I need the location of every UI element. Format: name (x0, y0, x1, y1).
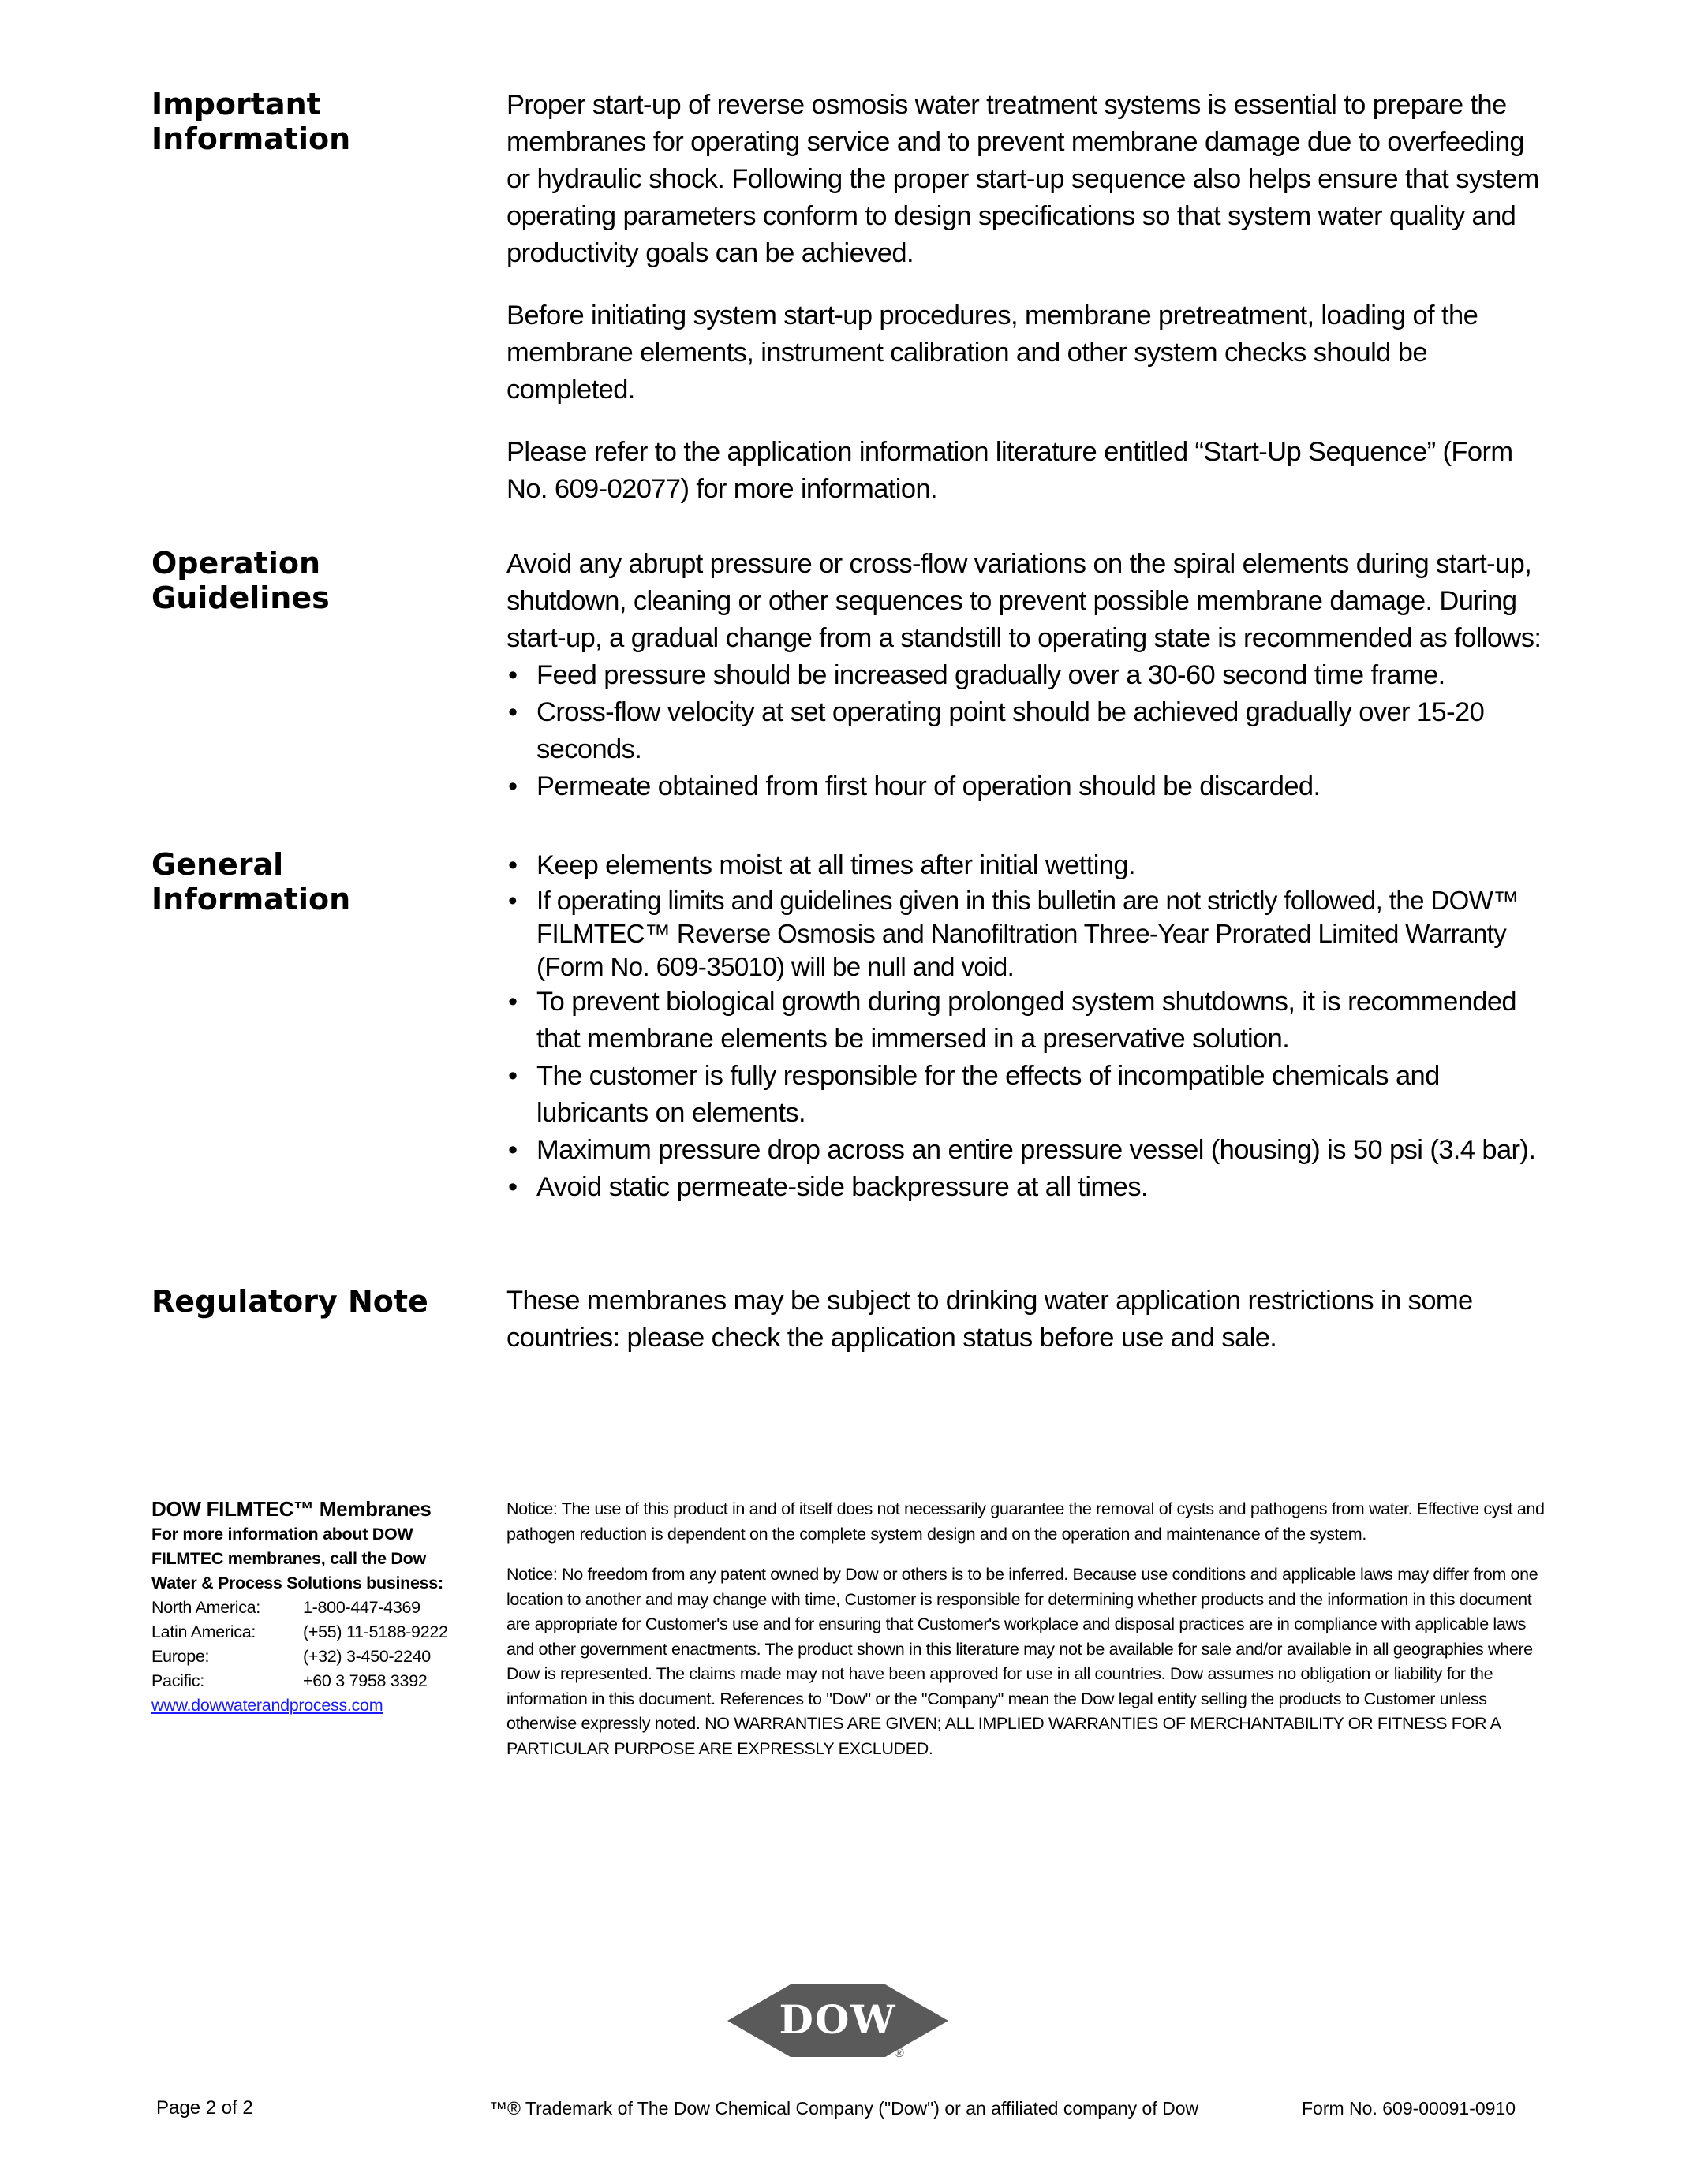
section-body (506, 847, 1548, 1206)
list-item: • Feed pressure should be increased gradually over a 30-60 second time frame. (506, 657, 1548, 694)
list-item: • If operating limits and guidelines given in this bulletin are not strictly followed, the DOW™ FILMTEC™ Reverse Osmosis and Nanofiltration Three-Year Prorated Limited Warranty (Form No. 609-35010) will be null and void. (506, 884, 1548, 984)
notice-paragraph: Notice: The use of this product in and of itself does not necessarily guarantee the removal of cysts and pathogens from water. Effective cyst and pathogen reduction is dependent on the complete system design and on the operation and maintenance of the system. (506, 1499, 1545, 1544)
contact-intro-line: Water & Process Solutions business: (151, 1574, 443, 1592)
section-body (506, 1282, 1548, 1357)
list-item: • Keep elements moist at all times after initial wetting. (506, 847, 1548, 884)
intro-paragraph: Avoid any abrupt pressure or cross-flow variations on the spiral elements during start-up, shutdown, cleaning or other sequences to prevent possible membrane damage. During start-up, a gradual change from a standstill to operating state is recommended as follows: (506, 549, 1542, 653)
heading-line: Operation (151, 546, 321, 581)
bullet-list (506, 847, 1548, 1206)
paragraph: Before initiating system start-up procedures, membrane pretreatment, loading of the membrane elements, instrument calibration and other system checks should be completed. (506, 301, 1478, 405)
section-heading (151, 546, 483, 615)
brand-title: DOW FILMTEC™ Membranes (151, 1497, 432, 1521)
list-item: • To prevent biological growth during prolonged system shutdowns, it is recommended that membrane elements be immersed in a preservative solution. (506, 984, 1548, 1058)
heading-line: General (151, 847, 284, 882)
bullet-list (506, 657, 1548, 805)
section-body (506, 87, 1548, 533)
phone-number: (+55) 11-5188-9222 (303, 1622, 448, 1641)
phone-region: Europe: (151, 1647, 210, 1666)
phone-number: +60 3 7958 3392 (303, 1671, 428, 1690)
trademark-notice: ™® Trademark of The Dow Chemical Company ("Dow") or an affiliated company of Dow (489, 2098, 1199, 2119)
paragraph: Please refer to the application information literature entitled “Start-Up Sequence” (Form No. 609-02077) for more information. (506, 437, 1513, 504)
phone-row (151, 1596, 483, 1620)
phone-region: Pacific: (151, 1671, 204, 1690)
notice-paragraph: Notice: No freedom from any patent owned by Dow or others is to be inferred. Because use conditions and applicable laws may differ from one location to another and may change with time, Customer is responsible for determining whether products and the information in this document are appropriate for Customer's use and for ensuring that Customer's workplace and disposal practices are in compliance with applicable laws and other government enactments. The product shown in this literature may not be available for sale and/or available in all geographies where Dow is represented. The claims made may not have been approved for use in all countries. Dow assumes no obligation or liability for the information in this document. References to "Dow" or the "Company" mean the Dow legal entity selling the products to Customer unless otherwise expressly noted. NO WARRANTIES ARE GIVEN; ALL IMPLIED WARRANTIES OF MERCHANTABILITY OR FITNESS FOR A PARTICULAR PURPOSE ARE EXPRESSLY EXCLUDED. (506, 1565, 1538, 1758)
contact-intro-line: For more information about DOW (151, 1525, 413, 1544)
page-number: Page 2 of 2 (156, 2097, 253, 2119)
section-heading (151, 1284, 514, 1319)
phone-row (151, 1645, 483, 1669)
list-item: • Cross-flow velocity at set operating point should be achieved gradually over 15-20 seconds. (506, 694, 1548, 768)
heading-line: Information (151, 121, 351, 156)
form-number: Form No. 609-00091-0910 (1302, 2098, 1516, 2119)
phone-row (151, 1669, 483, 1693)
phone-number: (+32) 3-450-2240 (303, 1647, 431, 1666)
heading-line: Regulatory Note (151, 1284, 428, 1319)
logo-registered-mark: ® (895, 2047, 904, 2060)
paragraph: Proper start-up of reverse osmosis water treatment systems is essential to prepare the membranes for operating service and to prevent membrane damage due to overfeeding or hydraulic shock. Following the proper start-up sequence also helps ensure that system operating parameters conform to design specifications so that system water quality and productivity goals can be achieved. (506, 90, 1539, 268)
phone-number: 1-800-447-4369 (303, 1598, 420, 1617)
phone-region: Latin America: (151, 1622, 256, 1641)
dow-logo (727, 1981, 948, 2060)
list-item: • Permeate obtained from first hour of operation should be discarded. (506, 768, 1548, 805)
notice-block (506, 1497, 1548, 1777)
list-item: • Maximum pressure drop across an entire pressure vessel (housing) is 50 psi (3.4 bar). (506, 1132, 1548, 1169)
contact-block (151, 1495, 483, 1718)
paragraph: These membranes may be subject to drinking water application restrictions in some countries: please check the application status before use and sale. (506, 1286, 1473, 1353)
website-link[interactable]: www.dowwaterandprocess.com (151, 1696, 383, 1715)
list-item: • Avoid static permeate-side backpressure at all times. (506, 1169, 1548, 1206)
section-body (506, 546, 1548, 805)
heading-line: Information (151, 882, 351, 917)
section-heading (151, 87, 483, 156)
contact-intro-line: FILMTEC membranes, call the Dow (151, 1549, 426, 1568)
phone-region: North America: (151, 1598, 260, 1617)
list-item: • The customer is fully responsible for the effects of incompatible chemicals and lubricants on elements. (506, 1058, 1548, 1132)
logo-text: DOW (779, 1996, 897, 2043)
phone-row (151, 1620, 483, 1645)
heading-line: Important (151, 87, 321, 121)
section-heading (151, 847, 483, 917)
heading-line: Guidelines (151, 581, 330, 615)
